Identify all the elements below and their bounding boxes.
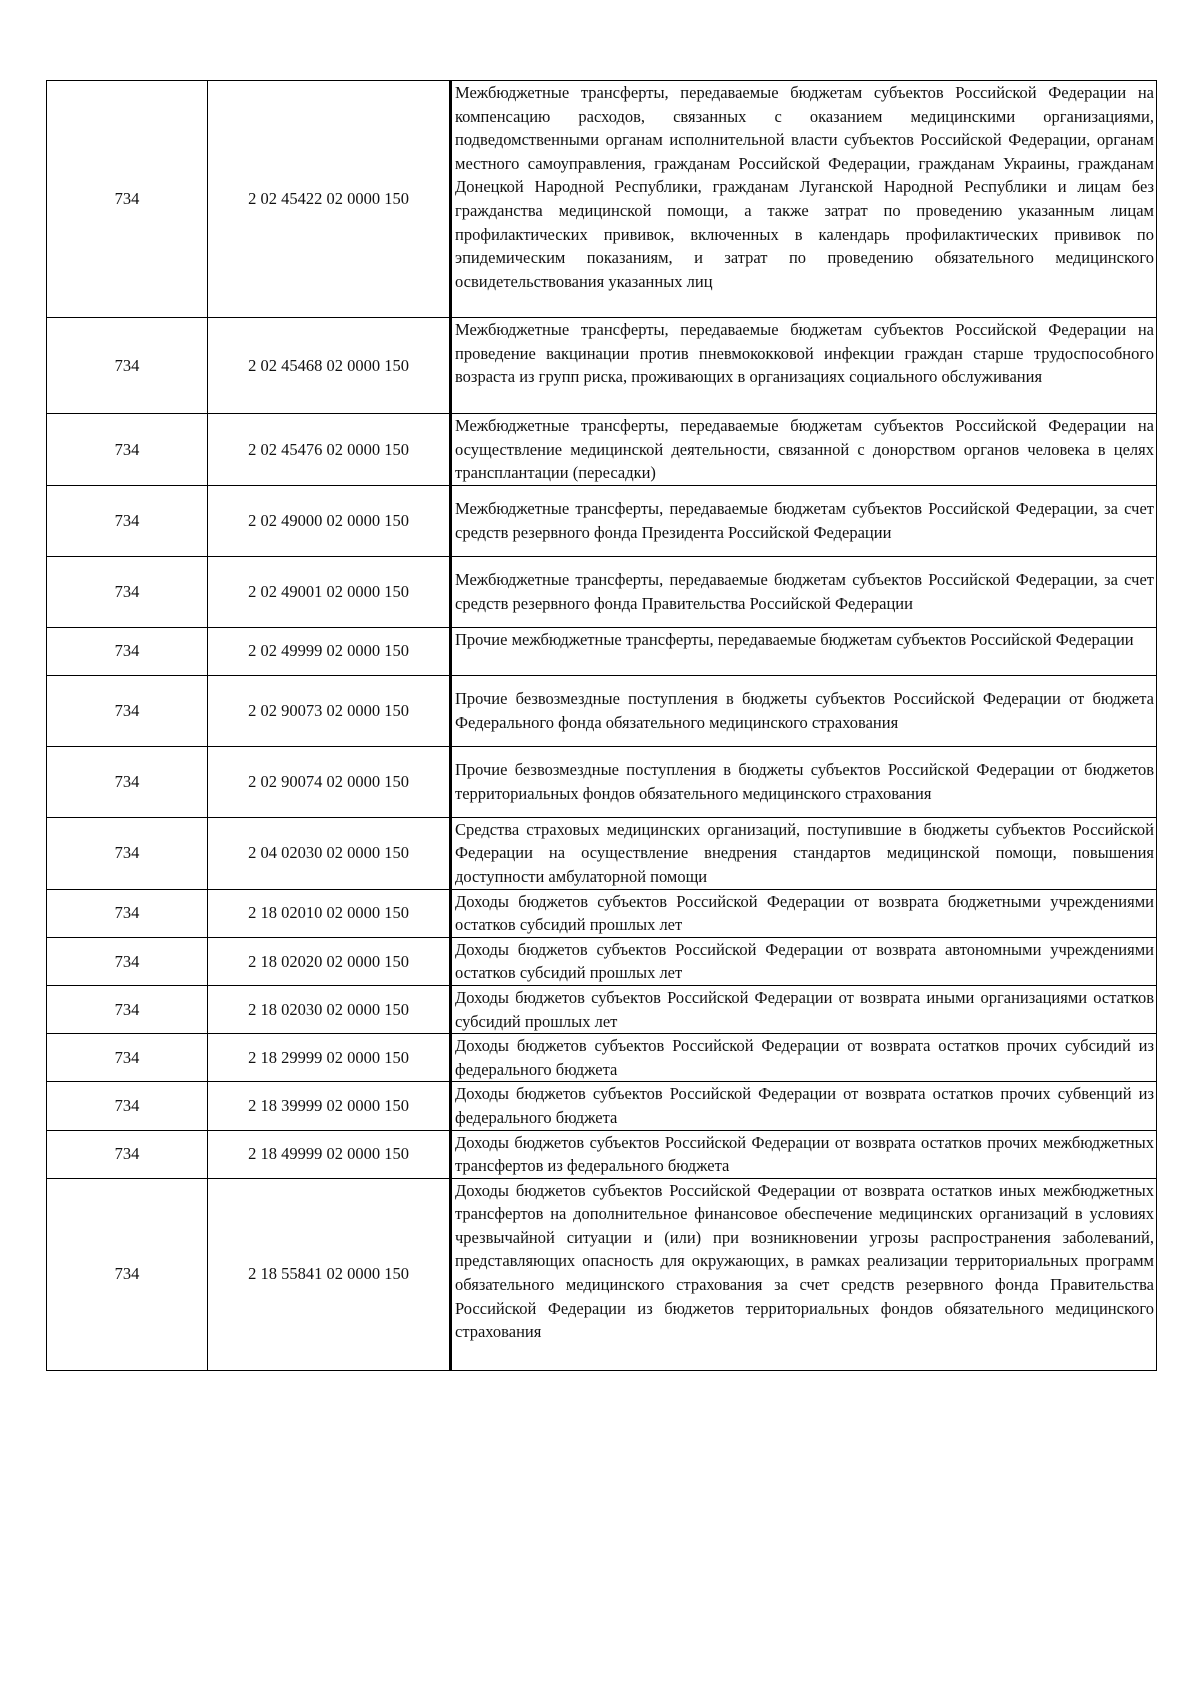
revenue-code-cell: 2 02 49999 02 0000 150 <box>208 627 451 675</box>
table-row <box>47 318 1157 414</box>
table-row <box>47 889 1157 937</box>
admin-code-cell: 734 <box>47 1178 208 1370</box>
table-row <box>47 985 1157 1033</box>
revenue-name-cell: Межбюджетные трансферты, передаваемые бюджетам субъектов Российской Федерации, за счет средств резервного фонда Президента Российской Федерации <box>451 485 1157 556</box>
table-row <box>47 817 1157 889</box>
revenue-code-cell: 2 02 90073 02 0000 150 <box>208 675 451 746</box>
table-row <box>47 675 1157 746</box>
revenue-name-cell: Прочие безвозмездные поступления в бюджеты субъектов Российской Федерации от бюджета Федерального фонда обязательного медицинского страхования <box>451 675 1157 746</box>
revenue-name-cell: Доходы бюджетов субъектов Российской Федерации от возврата остатков прочих субсидий из федерального бюджета <box>451 1034 1157 1082</box>
revenue-name-cell: Доходы бюджетов субъектов Российской Федерации от возврата остатков иных межбюджетных трансфертов на дополнительное финансовое обеспечение медицинских организаций в условиях чрезвычайной ситуации и (или) при возникновении угрозы распространения заболеваний, представляющих опасность для окружающих, в рамках реализации территориальных программ обязательного медицинского страхования за счет средств резервного фонда Правительства Российской Федерации из бюджетов территориальных фондов обязательного медицинского страхования <box>451 1178 1157 1370</box>
revenue-code-cell: 2 02 45468 02 0000 150 <box>208 318 451 414</box>
revenue-code-cell: 2 02 45476 02 0000 150 <box>208 414 451 486</box>
admin-code-cell: 734 <box>47 889 208 937</box>
revenue-name-cell: Доходы бюджетов субъектов Российской Федерации от возврата остатков прочих субвенций из федерального бюджета <box>451 1082 1157 1130</box>
revenue-name-cell: Доходы бюджетов субъектов Российской Федерации от возврата автономными учреждениями остатков субсидий прошлых лет <box>451 937 1157 985</box>
revenue-name-cell: Доходы бюджетов субъектов Российской Федерации от возврата бюджетными учреждениями остатков субсидий прошлых лет <box>451 889 1157 937</box>
admin-code-cell: 734 <box>47 485 208 556</box>
table-row <box>47 1034 1157 1082</box>
table-row <box>47 937 1157 985</box>
document-page <box>46 80 1157 1371</box>
table-row <box>47 485 1157 556</box>
table-row <box>47 746 1157 817</box>
revenue-code-cell: 2 18 02030 02 0000 150 <box>208 985 451 1033</box>
table-row <box>47 556 1157 627</box>
admin-code-cell: 734 <box>47 985 208 1033</box>
revenue-code-cell: 2 18 02010 02 0000 150 <box>208 889 451 937</box>
revenue-name-cell: Межбюджетные трансферты, передаваемые бюджетам субъектов Российской Федерации на проведение вакцинации против пневмококковой инфекции граждан старше трудоспособного возраста из групп риска, проживающих в организациях социального обслуживания <box>451 318 1157 414</box>
revenue-name-cell: Прочие межбюджетные трансферты, передаваемые бюджетам субъектов Российской Федерации <box>451 627 1157 675</box>
revenue-code-cell: 2 18 55841 02 0000 150 <box>208 1178 451 1370</box>
revenue-code-cell: 2 02 90074 02 0000 150 <box>208 746 451 817</box>
revenue-code-cell: 2 02 49001 02 0000 150 <box>208 556 451 627</box>
admin-code-cell: 734 <box>47 556 208 627</box>
revenue-name-cell: Доходы бюджетов субъектов Российской Федерации от возврата иными организациями остатков субсидий прошлых лет <box>451 985 1157 1033</box>
revenue-code-cell: 2 18 02020 02 0000 150 <box>208 937 451 985</box>
admin-code-cell: 734 <box>47 1130 208 1178</box>
table-row <box>47 1178 1157 1370</box>
revenue-name-cell: Межбюджетные трансферты, передаваемые бюджетам субъектов Российской Федерации на компенсацию расходов, связанных с оказанием медицинскими организациями, подведомственными органам исполнительной власти субъектов Российской Федерации, органам местного самоуправления, гражданам Российской Федерации, гражданам Украины, гражданам Донецкой Народной Республики, гражданам Луганской Народной Республики и лицам без гражданства медицинской помощи, а также затрат по проведению указанным лицам профилактических прививок, включенных в календарь профилактических прививок по эпидемическим показаниям, и затрат по проведению обязательного медицинского освидетельствования указанных лиц <box>451 81 1157 318</box>
admin-code-cell: 734 <box>47 937 208 985</box>
revenue-code-cell: 2 02 49000 02 0000 150 <box>208 485 451 556</box>
revenue-code-cell: 2 04 02030 02 0000 150 <box>208 817 451 889</box>
admin-code-cell: 734 <box>47 746 208 817</box>
table-row <box>47 1082 1157 1130</box>
revenue-code-cell: 2 18 29999 02 0000 150 <box>208 1034 451 1082</box>
budget-classification-table <box>46 80 1157 1371</box>
admin-code-cell: 734 <box>47 81 208 318</box>
revenue-name-cell: Доходы бюджетов субъектов Российской Федерации от возврата остатков прочих межбюджетных трансфертов из федерального бюджета <box>451 1130 1157 1178</box>
admin-code-cell: 734 <box>47 1082 208 1130</box>
table-row <box>47 414 1157 486</box>
admin-code-cell: 734 <box>47 318 208 414</box>
revenue-name-cell: Прочие безвозмездные поступления в бюджеты субъектов Российской Федерации от бюджетов территориальных фондов обязательного медицинского страхования <box>451 746 1157 817</box>
revenue-code-cell: 2 18 39999 02 0000 150 <box>208 1082 451 1130</box>
revenue-name-cell: Межбюджетные трансферты, передаваемые бюджетам субъектов Российской Федерации, за счет средств резервного фонда Правительства Российской Федерации <box>451 556 1157 627</box>
admin-code-cell: 734 <box>47 817 208 889</box>
revenue-name-cell: Средства страховых медицинских организаций, поступившие в бюджеты субъектов Российской Федерации на осуществление внедрения стандартов медицинской помощи, повышения доступности амбулаторной помощи <box>451 817 1157 889</box>
admin-code-cell: 734 <box>47 627 208 675</box>
revenue-code-cell: 2 18 49999 02 0000 150 <box>208 1130 451 1178</box>
admin-code-cell: 734 <box>47 675 208 746</box>
table-row <box>47 1130 1157 1178</box>
table-row <box>47 81 1157 318</box>
revenue-code-cell: 2 02 45422 02 0000 150 <box>208 81 451 318</box>
table-row <box>47 627 1157 675</box>
admin-code-cell: 734 <box>47 414 208 486</box>
admin-code-cell: 734 <box>47 1034 208 1082</box>
revenue-name-cell: Межбюджетные трансферты, передаваемые бюджетам субъектов Российской Федерации на осуществление медицинской деятельности, связанной с донорством органов человека в целях трансплантации (пересадки) <box>451 414 1157 486</box>
